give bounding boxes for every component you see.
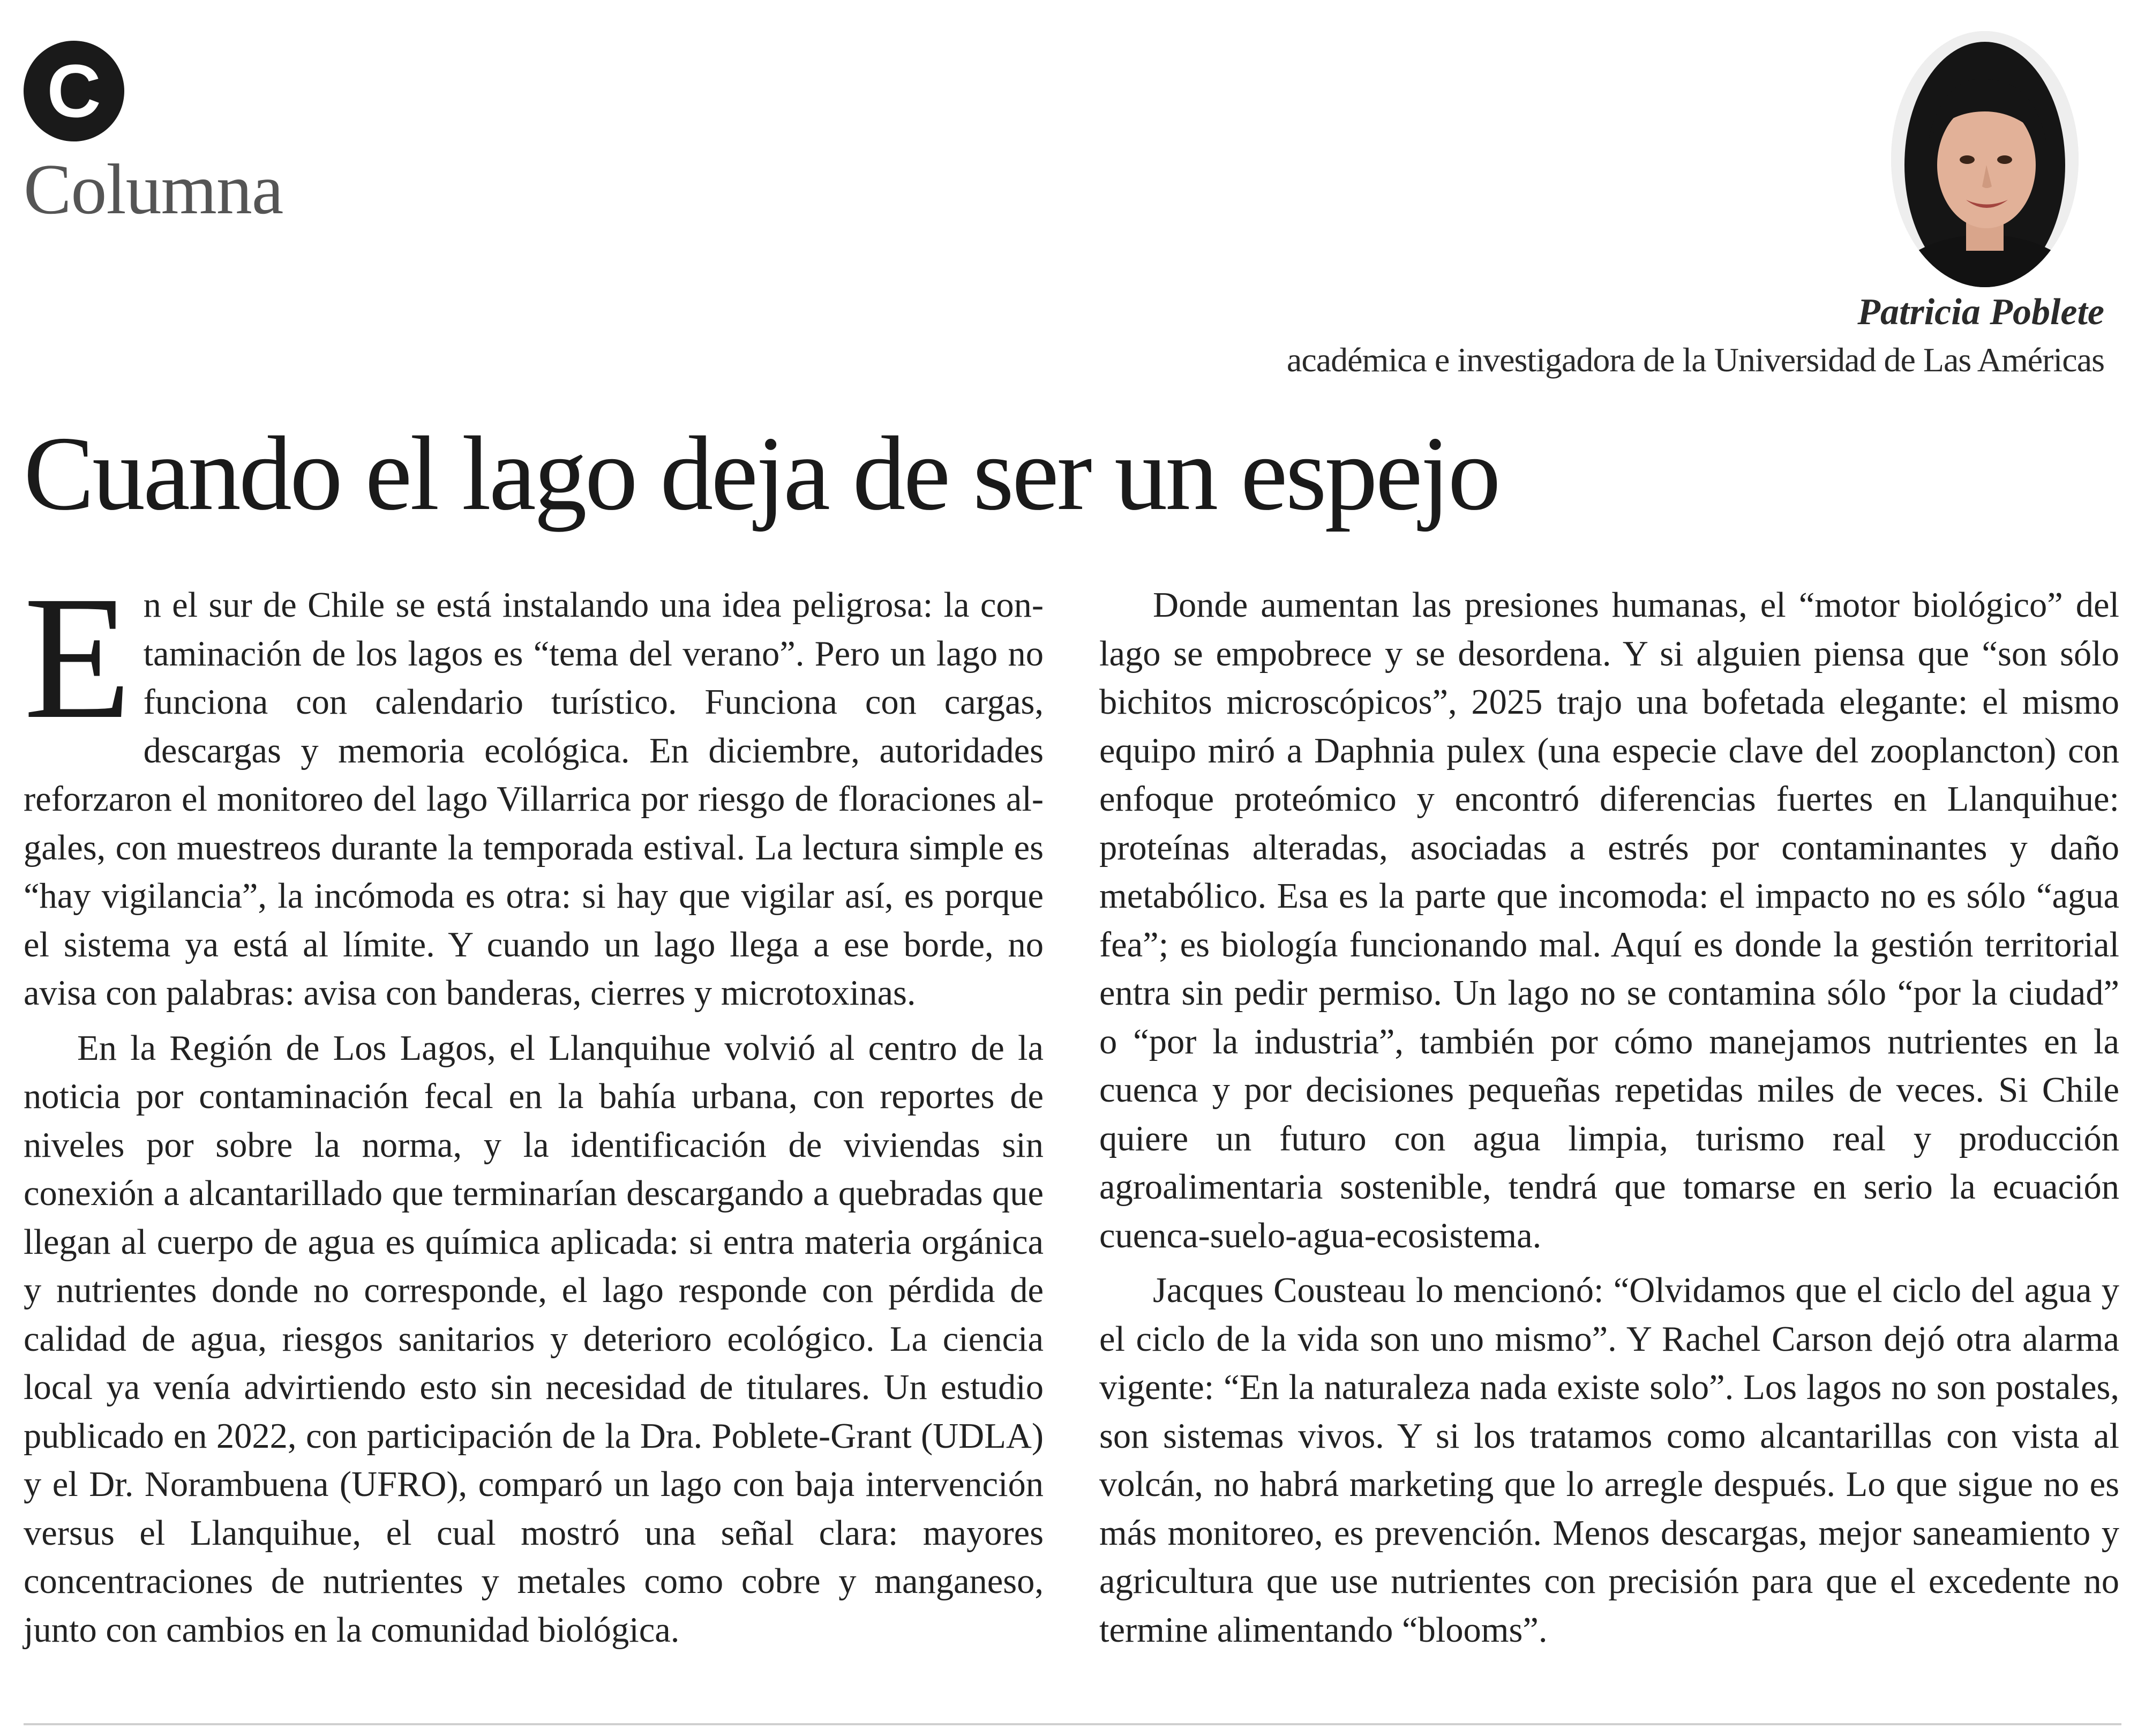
article-paragraph-3: Donde aumentan las presiones humanas, el “motor biológico” del lago se empobrece y se desordena. Y si alguien piensa que “son sólo bichitos microscópicos”, 2025 trajo una bofetada elegante: el mismo equipo miró a Daphnia pulex (una especie clave del zooplancton) con enfoque proteómico y encontró diferencias fuertes en Llanquihue: proteínas alteradas, asociadas a estrés por contaminantes y daño metabólico. Esa es la parte que incomoda: el impacto no es sólo “agua fea”; es biología funcionando mal. Aquí es donde la gestión territorial entra sin pedir permiso. Un lago no se contamina sólo “por la ciudad” o “por la industria”, también por cómo manejamos nutrientes en la cuenca y por decisiones pequeñas repetidas miles de veces. Si Chile quiere un futuro con agua limpia, turismo real y producción agroalimentaria sostenible, tendrá que tomarse en serio la ecuación cuenca-suelo-agua-ecosistema. <box>1099 586 2119 1255</box>
author-role: académica e investigadora de la Universidad de Las Américas <box>1286 341 2104 379</box>
article-column-left <box>24 560 1044 1696</box>
author-name: Patricia Poblete <box>1857 291 2104 333</box>
article-paragraph-4: Jacques Cousteau lo mencionó: “Olvidamos que el ciclo del agua y el ciclo de la vida son uno mismo”. Y Rachel Carson dejó otra alarma vigente: “En la naturaleza nada existe solo”. Los lagos no son postales, son sistemas vivos. Y si los tratamos como alcantarillas con vista al volcán, no habrá marketing que lo arregle después. Lo que sigue no es más monitoreo, es prevención. Menos descargas, mejor saneamiento y agricultura que use nutrientes con precisión para que el excedente no termine alimentando “blooms”. <box>1099 1271 2119 1650</box>
headline: Cuando el lago deja de ser un espejo <box>24 415 1499 532</box>
section-badge-letter: C <box>47 49 101 133</box>
drop-cap: E <box>24 560 132 755</box>
paragraph-1-text: n el sur de Chile se está instalando una idea peligrosa: la contaminación de los lagos es “tema del verano”. Pero un lago no funciona con calendario turístico. Funciona con cargas, descargas y memoria ecológica. En diciembre, autoridades reforzaron el monitoreo del lago Villarrica por riesgo de floraciones algales, con muestreos durante la temporada estival. La lectura simple es “hay vigilancia”, la incómoda es otra: si hay que vigilar así, es porque el sistema ya está al límite. Y cuando un lago llega a ese borde, no avisa con palabras: avisa con banderas, cierres y microtoxinas. <box>24 586 1044 1013</box>
bottom-rule <box>24 1723 2121 1725</box>
author-portrait-icon <box>1891 31 2079 287</box>
article-paragraph-1 <box>24 560 1044 1018</box>
article-column-right <box>1099 581 2119 1696</box>
article-paragraph-2: En la Región de Los Lagos, el Llanquihue volvió al centro de la noticia por contaminación fecal en la bahía urbana, con reportes de niveles por sobre la norma, y la identificación de viviendas sin conexión a alcantarillado que terminarían descargando a quebradas que llegan al cuerpo de agua es química aplicada: si entra materia orgánica y nutrientes donde no corresponde, el lago responde con pérdida de calidad de agua, riesgos sanitarios y deterioro ecológico. La ciencia local ya venía advirtiendo esto sin necesidad de titulares. Un estudio publicado en 2022, con participación de la Dra. Poblete-Grant (UDLA) y el Dr. Norambuena (UFRO), comparó un lago con baja intervención versus el Llanquihue, el cual mostró una señal clara: mayores concentraciones de nutrientes y metales como cobre y manganeso, junto con cambios en la comunidad biológica. <box>24 1028 1044 1650</box>
section-badge <box>24 41 124 141</box>
section-label: Columna <box>24 149 283 229</box>
